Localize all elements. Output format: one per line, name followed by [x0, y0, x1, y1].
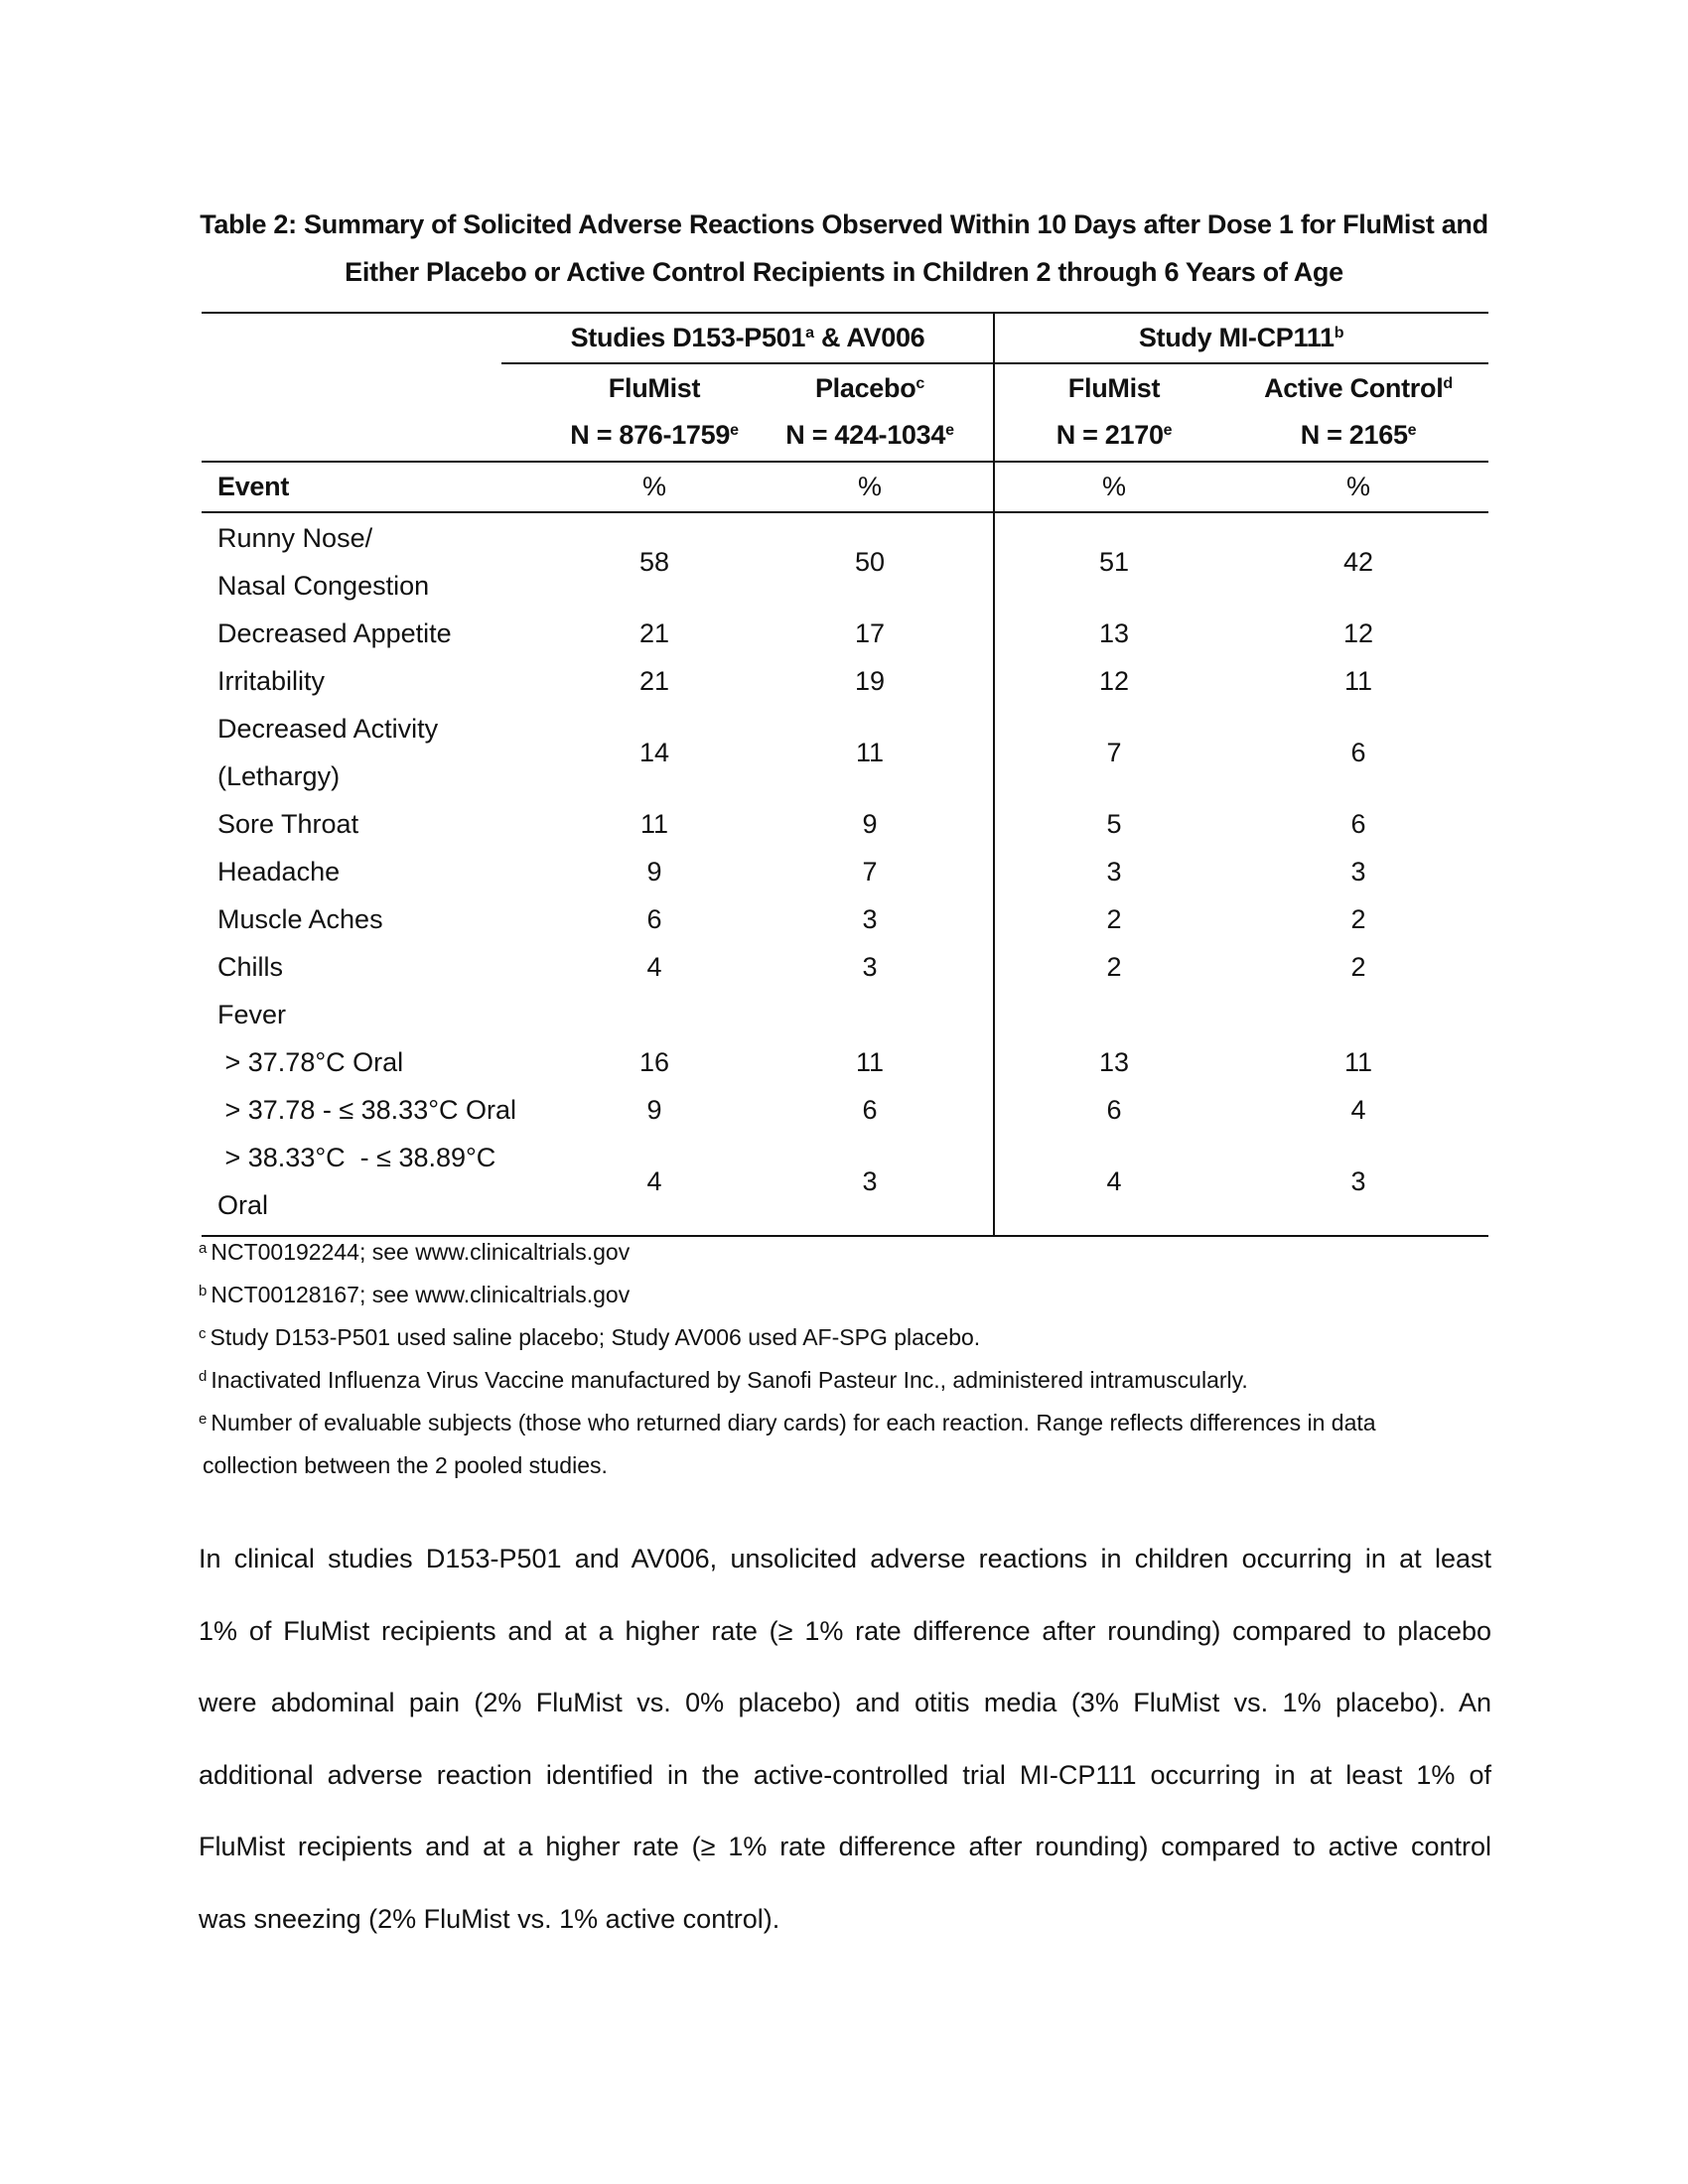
event-label: Chills [217, 952, 284, 982]
paragraph-line: additional adverse reaction identified in the active-controlled trial MI-CP111 occurring in at least 1% of [199, 1759, 1491, 1790]
units-rule [202, 511, 1488, 513]
table-title-line-1: Table 2: Summary of Solicited Adverse Reactions Observed Within 10 Days after Dose 1 for FluMist and [200, 209, 1488, 239]
footnote: $^b$ NCT00128167; see www.clinicaltrials.gov [199, 1282, 631, 1307]
footnote: $^c$ Study D153-P501 used saline placebo; Study AV006 used AF-SPG placebo. [199, 1324, 981, 1350]
event-label: > 37.78 - ≤ 38.33°C Oral [217, 1095, 517, 1125]
value-cell: 5 [1106, 809, 1122, 839]
footnote: $^d$ Inactivated Influenza Virus Vaccine manufactured by Sanofi Pasteur Inc., administered intramuscularly. [199, 1367, 1248, 1393]
value-cell: 42 [1342, 547, 1374, 577]
value-cell: 4 [1106, 1166, 1122, 1196]
column-header-n: $N = 2170^e$ [1055, 420, 1173, 450]
value-cell: 13 [1098, 1047, 1130, 1077]
value-cell: 17 [854, 618, 886, 648]
value-cell: 3 [862, 904, 878, 934]
value-cell: 11 [1343, 666, 1373, 696]
paragraph-line: In clinical studies D153-P501 and AV006, unsolicited adverse reactions in children occurring in at least [199, 1544, 1491, 1573]
paragraph-line: were abdominal pain (2% FluMist vs. 0% placebo) and otitis media (3% FluMist vs. 1% placebo). An [199, 1688, 1491, 1717]
value-cell: 51 [1098, 547, 1130, 577]
group-header-mi-cp111: Study MI-CP111$^b$ [1138, 323, 1344, 352]
study-divider [993, 312, 995, 1237]
unit-cell: % [641, 472, 667, 501]
value-cell: 3 [862, 1166, 878, 1196]
event-label: > 37.78°C Oral [217, 1047, 404, 1077]
adverse-reactions-table [202, 312, 1488, 1237]
column-header-n: $N = 2165^e$ [1300, 420, 1417, 450]
value-cell: 12 [1098, 666, 1130, 696]
value-cell: 9 [646, 857, 662, 887]
event-label: Muscle Aches [217, 904, 383, 934]
paragraph-line: was sneezing (2% FluMist vs. 1% active control). [199, 1903, 780, 1934]
value-cell: 14 [638, 738, 670, 767]
column-header-name: FluMist [1067, 373, 1161, 403]
column-header-n: $N = 876-1759^e$ [570, 420, 739, 450]
event-label: Decreased Appetite [217, 618, 452, 648]
header-rule [202, 461, 1488, 463]
event-label: (Lethargy) [217, 761, 341, 791]
table-title [179, 201, 1509, 296]
value-cell: 11 [639, 809, 669, 839]
group-rule [501, 362, 1488, 364]
column-header-name: FluMist [608, 373, 701, 403]
value-cell: 12 [1342, 618, 1374, 648]
value-cell: 21 [638, 666, 670, 696]
value-cell: 50 [854, 547, 886, 577]
value-cell: 7 [862, 857, 878, 887]
value-cell: 11 [855, 738, 885, 767]
event-column-header: Event [217, 472, 290, 501]
value-cell: 11 [855, 1047, 885, 1077]
value-cell: 3 [1350, 857, 1366, 887]
event-label: Runny Nose/ [217, 523, 373, 553]
value-cell: 2 [1106, 952, 1122, 982]
event-label: Nasal Congestion [217, 571, 430, 601]
value-cell: 7 [1106, 738, 1122, 767]
value-cell: 4 [646, 952, 662, 982]
value-cell: 6 [1350, 738, 1366, 767]
value-cell: 3 [862, 952, 878, 982]
value-cell: 3 [1350, 1166, 1366, 1196]
value-cell: 16 [638, 1047, 670, 1077]
event-label: Irritability [217, 666, 326, 696]
value-cell: 6 [1106, 1095, 1122, 1125]
group-header-pooled-studies: Studies D153-P501$^a$ & AV006 [570, 323, 925, 352]
footnote: $^e$ Number of evaluable subjects (those who returned diary cards) for each reaction. Range reflects differences in data [199, 1410, 1376, 1435]
value-cell: 4 [646, 1166, 662, 1196]
value-cell: 4 [1350, 1095, 1366, 1125]
value-cell: 6 [862, 1095, 878, 1125]
value-cell: 3 [1106, 857, 1122, 887]
event-label: Decreased Activity [217, 714, 439, 744]
value-cell: 11 [1343, 1047, 1373, 1077]
value-cell: 2 [1106, 904, 1122, 934]
table-title-line-2: Either Placebo or Active Control Recipients in Children 2 through 6 Years of Age [345, 257, 1343, 287]
column-header-name: Active Control$^d$ [1264, 373, 1453, 403]
unit-cell: % [1345, 472, 1371, 501]
value-cell: 6 [646, 904, 662, 934]
value-cell: 58 [638, 547, 670, 577]
column-header-n: $N = 424-1034^e$ [785, 420, 954, 450]
table-top-rule [202, 312, 1488, 314]
value-cell: 13 [1098, 618, 1130, 648]
footnote: $^a$ NCT00192244; see www.clinicaltrials.gov [199, 1239, 631, 1265]
value-cell: 6 [1350, 809, 1366, 839]
value-cell: 9 [646, 1095, 662, 1125]
event-label: Oral [217, 1190, 269, 1220]
value-cell: 19 [854, 666, 886, 696]
column-header-name: Placebo$^c$ [814, 373, 925, 403]
paragraph-line: FluMist recipients and at a higher rate (≥ 1% rate difference after rounding) compared to active control [199, 1832, 1491, 1861]
event-label: Sore Throat [217, 809, 359, 839]
value-cell: 2 [1350, 952, 1366, 982]
footnote: collection between the 2 pooled studies. [203, 1452, 608, 1478]
unit-cell: % [1101, 472, 1127, 501]
value-cell: 21 [638, 618, 670, 648]
value-cell: 2 [1350, 904, 1366, 934]
body-paragraph [199, 1523, 1491, 1955]
event-label: > 38.33°C - ≤ 38.89°C [217, 1143, 496, 1172]
value-cell: 9 [862, 809, 878, 839]
event-label: Headache [217, 857, 341, 887]
event-label: Fever [217, 1000, 287, 1029]
unit-cell: % [857, 472, 883, 501]
paragraph-line: 1% of FluMist recipients and at a higher rate (≥ 1% rate difference after rounding) compared to placebo [199, 1615, 1491, 1646]
